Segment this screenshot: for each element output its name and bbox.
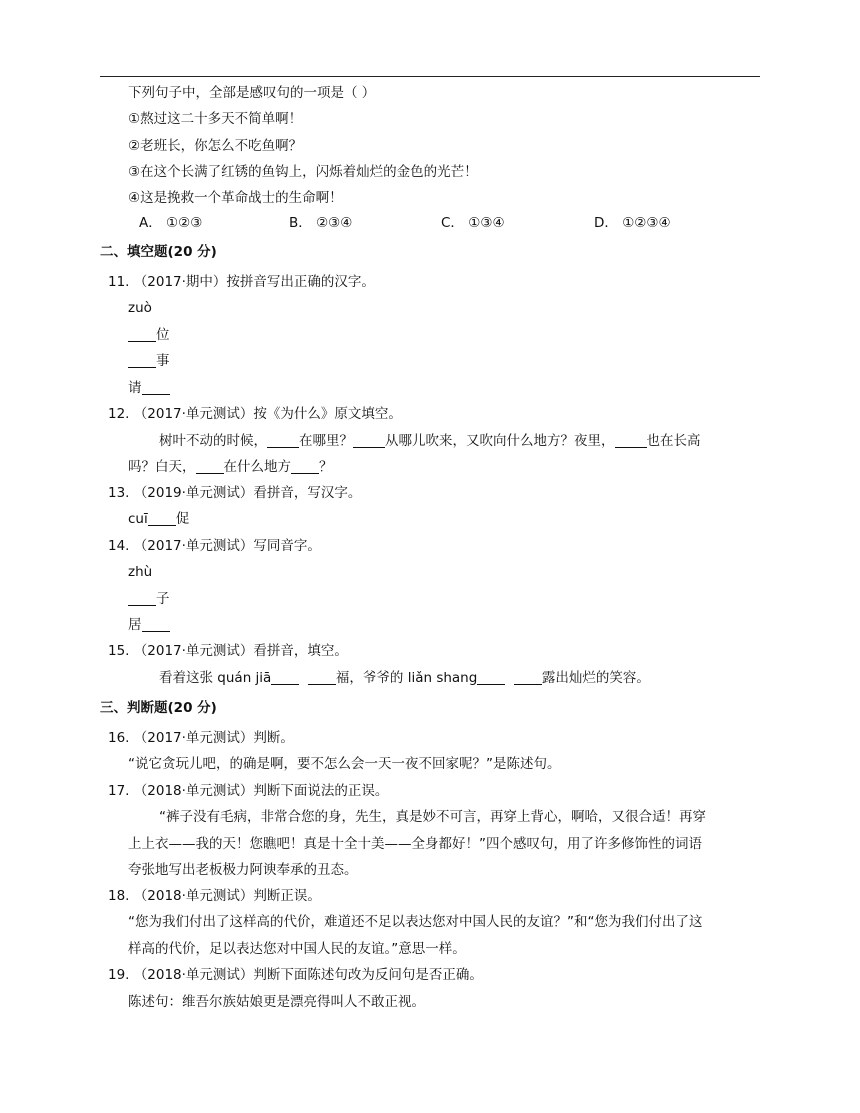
- question-number: 19.: [108, 967, 130, 983]
- answer-blank[interactable]: [128, 326, 156, 342]
- passage-text: 看着这张 quán jiā: [159, 670, 272, 686]
- question-stem: （2019·单元测试）看拼音，写汉字。: [133, 485, 362, 501]
- q11-pinyin: zuò: [128, 300, 152, 316]
- question-stem: （2017·单元测试）写同音字。: [133, 538, 321, 554]
- q19-body-line-1: 陈述句：维吾尔族姑娘更是漂亮得叫人不敢正视。: [128, 994, 425, 1010]
- top-rule: [100, 76, 760, 77]
- question-number: 11.: [108, 274, 130, 290]
- q17-body-line-1: “裤子没有毛病，非常合您的身，先生，真是妙不可言，再穿上背心，啊哈，又很合适！再穿: [159, 809, 706, 825]
- option-letter: C．: [441, 215, 464, 231]
- passage-text: ？: [319, 459, 333, 475]
- q19-stem-line: [108, 965, 483, 985]
- question-number: 17.: [108, 783, 130, 799]
- q10-item-1: ①熬过这二十多天不简单啊！: [128, 111, 303, 127]
- answer-blank[interactable]: [514, 669, 542, 685]
- pinyin-text: cuī: [128, 511, 148, 527]
- question-stem: （2017·单元测试）看拼音，填空。: [133, 643, 348, 659]
- option-text: ②③④: [316, 215, 353, 231]
- q18-body-line-2: 样高的代价，足以表达您对中国人民的友谊。”意思一样。: [128, 941, 466, 957]
- answer-blank[interactable]: [271, 669, 299, 685]
- q10-item-2: ②老班长，你怎么不吃鱼啊？: [128, 138, 303, 154]
- question-number: 16.: [108, 730, 130, 746]
- option-text: ①②③④: [622, 215, 671, 231]
- q11-line-3: [128, 378, 170, 398]
- q12-passage-line-2: [128, 457, 333, 477]
- answer-blank[interactable]: [128, 590, 156, 606]
- q14-stem-line: [108, 536, 321, 556]
- blank-suffix: 位: [156, 327, 170, 343]
- q12-stem-line: [108, 404, 402, 424]
- answer-blank[interactable]: [142, 616, 170, 632]
- q17-body-line-3: 夸张地写出老板极力阿谀奉承的丑态。: [128, 862, 358, 878]
- option-letter: A．: [139, 215, 162, 231]
- q17-stem-line: [108, 781, 388, 801]
- q15-stem-line: [108, 641, 348, 661]
- blank-suffix: 促: [175, 511, 190, 527]
- q11-line-2: [128, 351, 170, 371]
- passage-text: 树叶不动的时候，: [159, 433, 267, 449]
- answer-blank[interactable]: [142, 379, 170, 395]
- blank-suffix: 事: [156, 353, 170, 369]
- option-letter: D．: [594, 215, 618, 231]
- passage-text: 也在长高: [646, 433, 701, 449]
- q16-body: “说它贪玩儿吧，的确是啊，要不怎么会一天一夜不回家呢？”是陈述句。: [128, 756, 561, 772]
- question-stem: （2018·单元测试）判断下面陈述句改为反问句是否正确。: [133, 967, 483, 983]
- question-stem: （2018·单元测试）判断下面说法的正误。: [133, 783, 389, 799]
- passage-text: 福，爷爷的 liǎn shang: [335, 670, 478, 686]
- question-number: 12.: [108, 406, 130, 422]
- answer-blank[interactable]: [477, 669, 505, 685]
- q14-line-2: [128, 615, 170, 635]
- answer-blank[interactable]: [615, 432, 647, 448]
- q13-line: [128, 509, 189, 529]
- question-stem: （2017·单元测试）判断。: [133, 730, 294, 746]
- question-stem: （2017·单元测试）按《为什么》原文填空。: [133, 406, 402, 422]
- q10-option-d[interactable]: [594, 213, 671, 233]
- answer-blank[interactable]: [267, 432, 299, 448]
- q14-pinyin: zhù: [128, 564, 153, 580]
- q10-stem: 下列句子中，全部是感叹句的一项是（ ）: [128, 85, 376, 101]
- passage-text: 在哪里？: [299, 433, 353, 449]
- passage-text: 吗？白天，: [128, 459, 196, 475]
- passage-text: 露出灿烂的笑容。: [541, 670, 650, 686]
- q15-passage: [159, 668, 650, 688]
- question-stem: （2017·期中）按拼音写出正确的汉字。: [133, 274, 375, 290]
- answer-blank[interactable]: [148, 510, 176, 526]
- q18-body-line-1: “您为我们付出了这样高的代价，难道还不足以表达您对中国人民的友谊？”和“您为我们付出了这: [128, 914, 703, 930]
- answer-blank[interactable]: [353, 432, 385, 448]
- q17-body-line-2: 上上衣——我的天！您瞧吧！真是十全十美——全身都好！”四个感叹句，用了许多修饰性的词语: [128, 836, 702, 852]
- question-number: 18.: [108, 888, 130, 904]
- option-text: ①③④: [468, 215, 505, 231]
- blank-suffix: 子: [156, 591, 170, 607]
- q18-stem-line: [108, 886, 321, 906]
- section-heading-fill-blank: 二、填空题(20 分): [100, 244, 217, 260]
- q10-option-a[interactable]: [139, 213, 202, 233]
- blank-prefix: 请: [128, 380, 142, 396]
- question-stem: （2018·单元测试）判断正误。: [133, 888, 321, 904]
- q11-line-1: [128, 325, 170, 345]
- q14-line-1: [128, 589, 170, 609]
- q11-stem-line: [108, 272, 375, 292]
- q16-stem-line: [108, 728, 294, 748]
- q13-stem-line: [108, 483, 361, 503]
- question-number: 13.: [108, 485, 130, 501]
- q10-item-4: ④这是挽救一个革命战士的生命啊！: [128, 190, 343, 206]
- section-heading-judgement: 三、判断题(20 分): [100, 700, 217, 716]
- answer-blank[interactable]: [308, 669, 336, 685]
- option-text: ①②③: [166, 215, 203, 231]
- answer-blank[interactable]: [291, 458, 319, 474]
- passage-text: 在什么地方: [223, 459, 291, 475]
- q10-item-3: ③在这个长满了红锈的鱼钩上，闪烁着灿烂的金色的光芒！: [128, 164, 478, 180]
- q10-option-c[interactable]: [441, 213, 505, 233]
- option-letter: B．: [289, 215, 312, 231]
- question-number: 14.: [108, 538, 130, 554]
- q12-passage-line-1: [159, 431, 701, 451]
- answer-blank[interactable]: [196, 458, 224, 474]
- passage-text: 从哪儿吹来，又吹向什么地方？夜里，: [385, 433, 615, 449]
- answer-blank[interactable]: [128, 352, 156, 368]
- question-number: 15.: [108, 643, 130, 659]
- blank-prefix: 居: [128, 617, 142, 633]
- q10-option-b[interactable]: [289, 213, 352, 233]
